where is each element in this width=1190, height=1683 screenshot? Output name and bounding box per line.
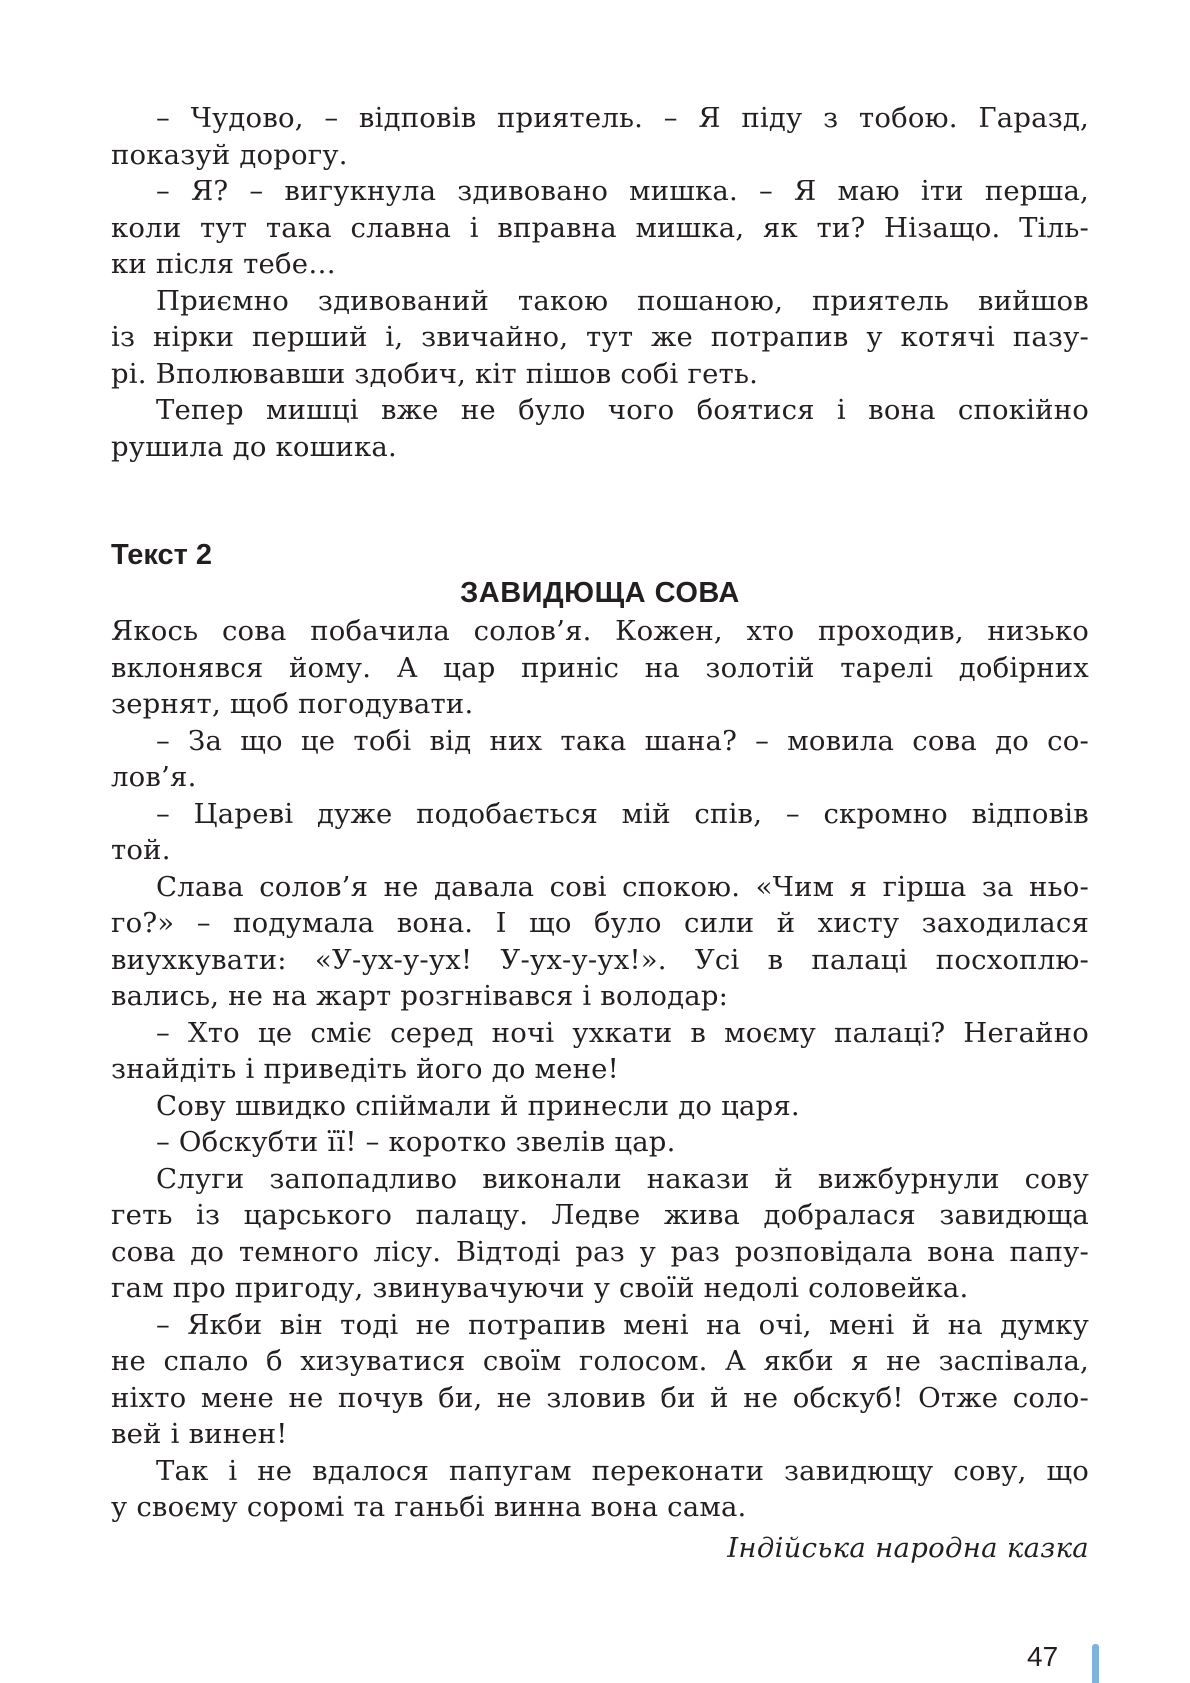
text-line: – Чудово, – відповів приятель. – Я піду з тобою. Гаразд, [156,102,1089,134]
text-line: виухкувати: «У-ух-у-ух! У-ух-у-ух!». Усі в палаці посхоплю- [111,943,1089,976]
text-line: – Цареві дуже подобається мій спів, – скромно відповів [156,797,1089,830]
text-line: – Якби він тоді не потрапив мені на очі, мені й на думку [156,1308,1089,1341]
text-line: у своєму соромі та ганьбі винна вона сама. [111,1491,747,1523]
story-body [111,613,1089,1526]
text-line: – Обскубти її! – коротко звелів цар. [156,1126,676,1158]
page-content [111,100,1089,1566]
text-line: – За що це тобі від них така шана? – мовила сова до со- [156,724,1089,757]
text-line: показуй дорогу. [111,138,348,171]
text-line: Тепер мишці вже не було чого боятися і вона спокійно [156,394,1089,426]
text-line: ніхто мене не почув би, не зловив би й не обскуб! Отже соло- [111,1381,1089,1414]
page-number: 47 [1027,1641,1059,1672]
text-line: Так і не вдалося папугам переконати завидющу сову, що [156,1454,1089,1487]
text-line: зернят, щоб погодувати. [111,688,474,720]
section-spacer [111,465,1089,537]
text-line: вей і винен! [111,1418,288,1450]
text-line: рушила до кошика. [111,430,397,463]
text-line: – Хто це сміє серед ночі ухкати в моєму палаці? Негайно [156,1016,1089,1049]
page-accent-bar [1092,1644,1099,1683]
text-line: рі. Вполювавши здобич, кіт пішов собі геть. [111,357,759,390]
text-line: ки після тебе… [111,248,336,280]
text-line: гам про пригоду, звинувачуючи у своїй недолі соловейка. [111,1272,969,1304]
text-line: Сову швидко спіймали й принесли до царя. [156,1089,800,1122]
text-line: Слуги запопадливо виконали накази й вижбурнули сову [156,1162,1089,1195]
text-line: із нірки перший і, звичайно, тут же потрапив у котячі пазу- [111,321,1089,353]
story-title: ЗАВИДЮЩА СОВА [460,577,740,609]
text-line: – Я? – вигукнула здивовано мишка. – Я маю іти перша, [156,175,1089,207]
text-line: Якось сова побачила солов’я. Кожен, хто проходив, низько [111,615,1089,647]
text-line: лов’я. [111,761,197,793]
text-line: го?» – подумала вона. І що було сили й хисту заходилася [111,907,1089,939]
text-line: вклонявся йому. А цар приніс на золотій тарелі добірних [111,651,1089,684]
text-line: Приємно здивований такою пошаною, приятель вийшов [156,284,1089,317]
text-line: не спало б хизуватися своїм голосом. А якби я не заспівала, [111,1345,1089,1377]
text-line: знайдіть і приведіть його до мене! [111,1053,619,1085]
text1-continuation [111,100,1089,465]
text-line: той. [111,834,171,866]
text-line: коли тут така славна і вправна мишка, як ти? Нізащо. Тіль- [111,211,1089,244]
text-line: сова до темного лісу. Відтоді раз у раз розповідала вона папу- [111,1235,1089,1268]
text-line: геть із царського палацу. Ледве жива добралася завидюща [111,1199,1089,1231]
story-source: Індійська народна казка [727,1531,1089,1564]
text-line: вались, не на жарт розгнівався і володар: [111,980,729,1012]
text-line: Слава солов’я не давала сові спокою. «Чим я гірша за ньо- [156,870,1089,903]
text-label: Текст 2 [111,539,213,571]
